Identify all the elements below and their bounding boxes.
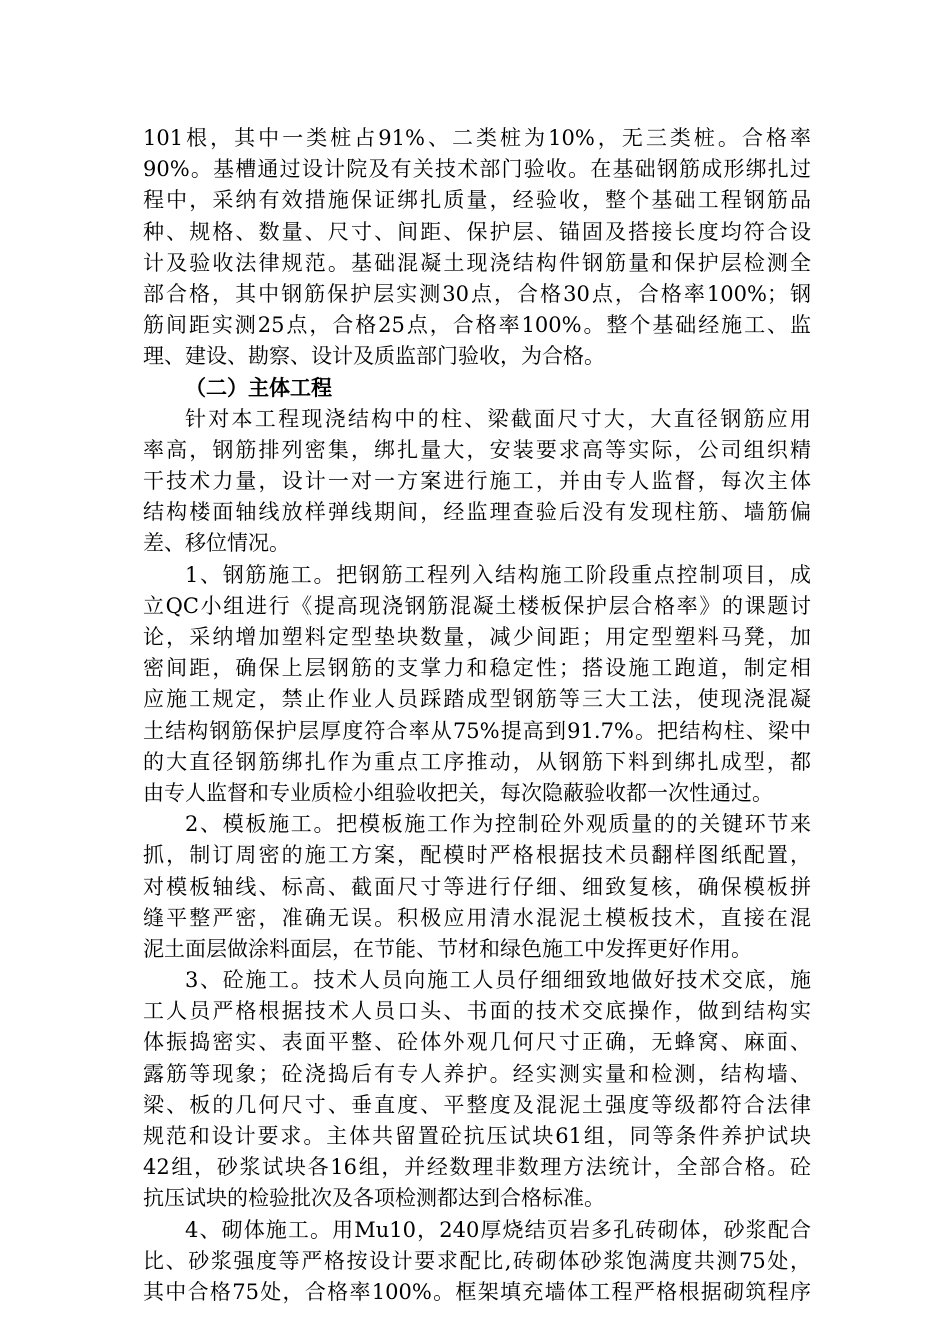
text-line: 理、建设、勘察、设计及质监部门验收，为合格。 bbox=[143, 344, 605, 369]
text-line: 露筋等现象；砼浇捣后有专人养护。经实测实量和检测，结构墙、 bbox=[143, 1061, 811, 1086]
paragraph-main-structure-intro bbox=[143, 404, 811, 560]
text-line: 率高，钢筋排列密集，绑扎量大，安装要求高等实际，公司组织精 bbox=[143, 437, 811, 462]
paragraph-foundation-summary bbox=[143, 123, 811, 373]
text-line: 比、砂浆强度等严格按设计要求配比,砖砌体砂浆饱满度共测75处， bbox=[143, 1248, 811, 1273]
text-line: 程中，采纳有效措施保证绑扎质量，经验收，整个基础工程钢筋品 bbox=[143, 188, 811, 213]
text-line: 部合格，其中钢筋保护层实测30点，合格30点，合格率100%；钢 bbox=[143, 281, 811, 306]
paragraph-masonry-construction bbox=[143, 1215, 811, 1309]
text-line: 结构楼面轴线放样弹线期间，经监理查验后没有发现柱筋、墙筋偏 bbox=[143, 500, 811, 525]
document-page bbox=[143, 123, 811, 1308]
text-line: 抗压试块的检验批次及各项检测都达到合格标准。 bbox=[143, 1186, 605, 1211]
text-line: 立QC小组进行《提高现浇钢筋混凝土楼板保护层合格率》的课题讨 bbox=[143, 593, 811, 618]
text-line: 对模板轴线、标高、截面尺寸等进行仔细、细致复核，确保模板拼 bbox=[143, 874, 811, 899]
section-heading: （二）主体工程 bbox=[185, 375, 332, 400]
text-line: 针对本工程现浇结构中的柱、梁截面尺寸大，大直径钢筋应用 bbox=[185, 406, 811, 431]
text-line: 应施工规定，禁止作业人员踩踏成型钢筋等三大工法，使现浇混凝 bbox=[143, 687, 811, 712]
text-line: 梁、板的几何尺寸、垂直度、平整度及混泥土强度等级都符合法律 bbox=[143, 1092, 811, 1117]
text-line: 密间距，确保上层钢筋的支掌力和稳定性；搭设施工跑道，制定相 bbox=[143, 656, 811, 681]
text-line: 3、砼施工。技术人员向施工人员仔细细致地做好技术交底，施 bbox=[185, 968, 811, 993]
text-line: 抓，制订周密的施工方案，配模时严格根据技术员翻样图纸配置， bbox=[143, 843, 811, 868]
text-line: 论，采纳增加塑料定型垫块数量，减少间距；用定型塑料马凳，加 bbox=[143, 625, 811, 649]
text-line: 由专人监督和专业质检小组验收把关，每次隐蔽验收都一次性通过。 bbox=[143, 780, 773, 805]
text-line: 1、钢筋施工。把钢筋工程列入结构施工阶段重点控制项目，成 bbox=[185, 562, 811, 587]
text-line: 其中合格75处，合格率100%。框架填充墙体工程严格根据砌筑程序 bbox=[143, 1279, 811, 1304]
text-line: 体振捣密实、表面平整、砼体外观几何尺寸正确，无蜂窝、麻面、 bbox=[143, 1030, 811, 1055]
paragraph-rebar-construction bbox=[143, 560, 811, 810]
text-line: 2、模板施工。把模板施工作为控制砼外观质量的的关键环节来 bbox=[185, 812, 811, 837]
paragraph-concrete-construction bbox=[143, 965, 811, 1215]
text-line: 101根，其中一类桩占91%、二类桩为10%，无三类桩。合格率 bbox=[143, 126, 811, 150]
text-line: 干技术力量，设计一对一方案进行施工，并由专人监督，每次主体 bbox=[143, 469, 811, 494]
text-line: 泥土面层做涂料面层，在节能、节材和绿色施工中发挥更好作用。 bbox=[143, 936, 752, 961]
text-line: 缝平整严密，准确无误。积极应用清水混泥土模板技术，直接在混 bbox=[143, 905, 811, 930]
text-line: 4、砌体施工。用Mu10，240厚烧结页岩多孔砖砌体，砂浆配合 bbox=[185, 1217, 811, 1242]
text-line: 差、移位情况。 bbox=[143, 531, 290, 556]
text-line: 90%。基槽通过设计院及有关技术部门验收。在基础钢筋成形绑扎过 bbox=[143, 157, 811, 182]
text-line: 的大直径钢筋绑扎作为重点工序推动，从钢筋下料到绑扎成型，都 bbox=[143, 749, 811, 774]
text-line: 筋间距实测25点，合格25点，合格率100%。整个基础经施工、监 bbox=[143, 313, 811, 338]
text-line: 工人员严格根据技术人员口头、书面的技术交底操作，做到结构实 bbox=[143, 999, 811, 1024]
text-line: 42组，砂浆试块各16组，并经数理非数理方法统计，全部合格。砼 bbox=[143, 1155, 811, 1180]
text-line: 计及验收法律规范。基础混凝土现浇结构件钢筋量和保护层检测全 bbox=[143, 250, 811, 275]
text-line: 种、规格、数量、尺寸、间距、保护层、锚固及搭接长度均符合设 bbox=[143, 219, 811, 244]
text-line: 规范和设计要求。主体共留置砼抗压试块61组，同等条件养护试块 bbox=[143, 1124, 811, 1148]
paragraph-formwork-construction bbox=[143, 809, 811, 965]
text-line: 土结构钢筋保护层厚度符合率从75%提高到91.7%。把结构柱、梁中 bbox=[143, 718, 811, 743]
